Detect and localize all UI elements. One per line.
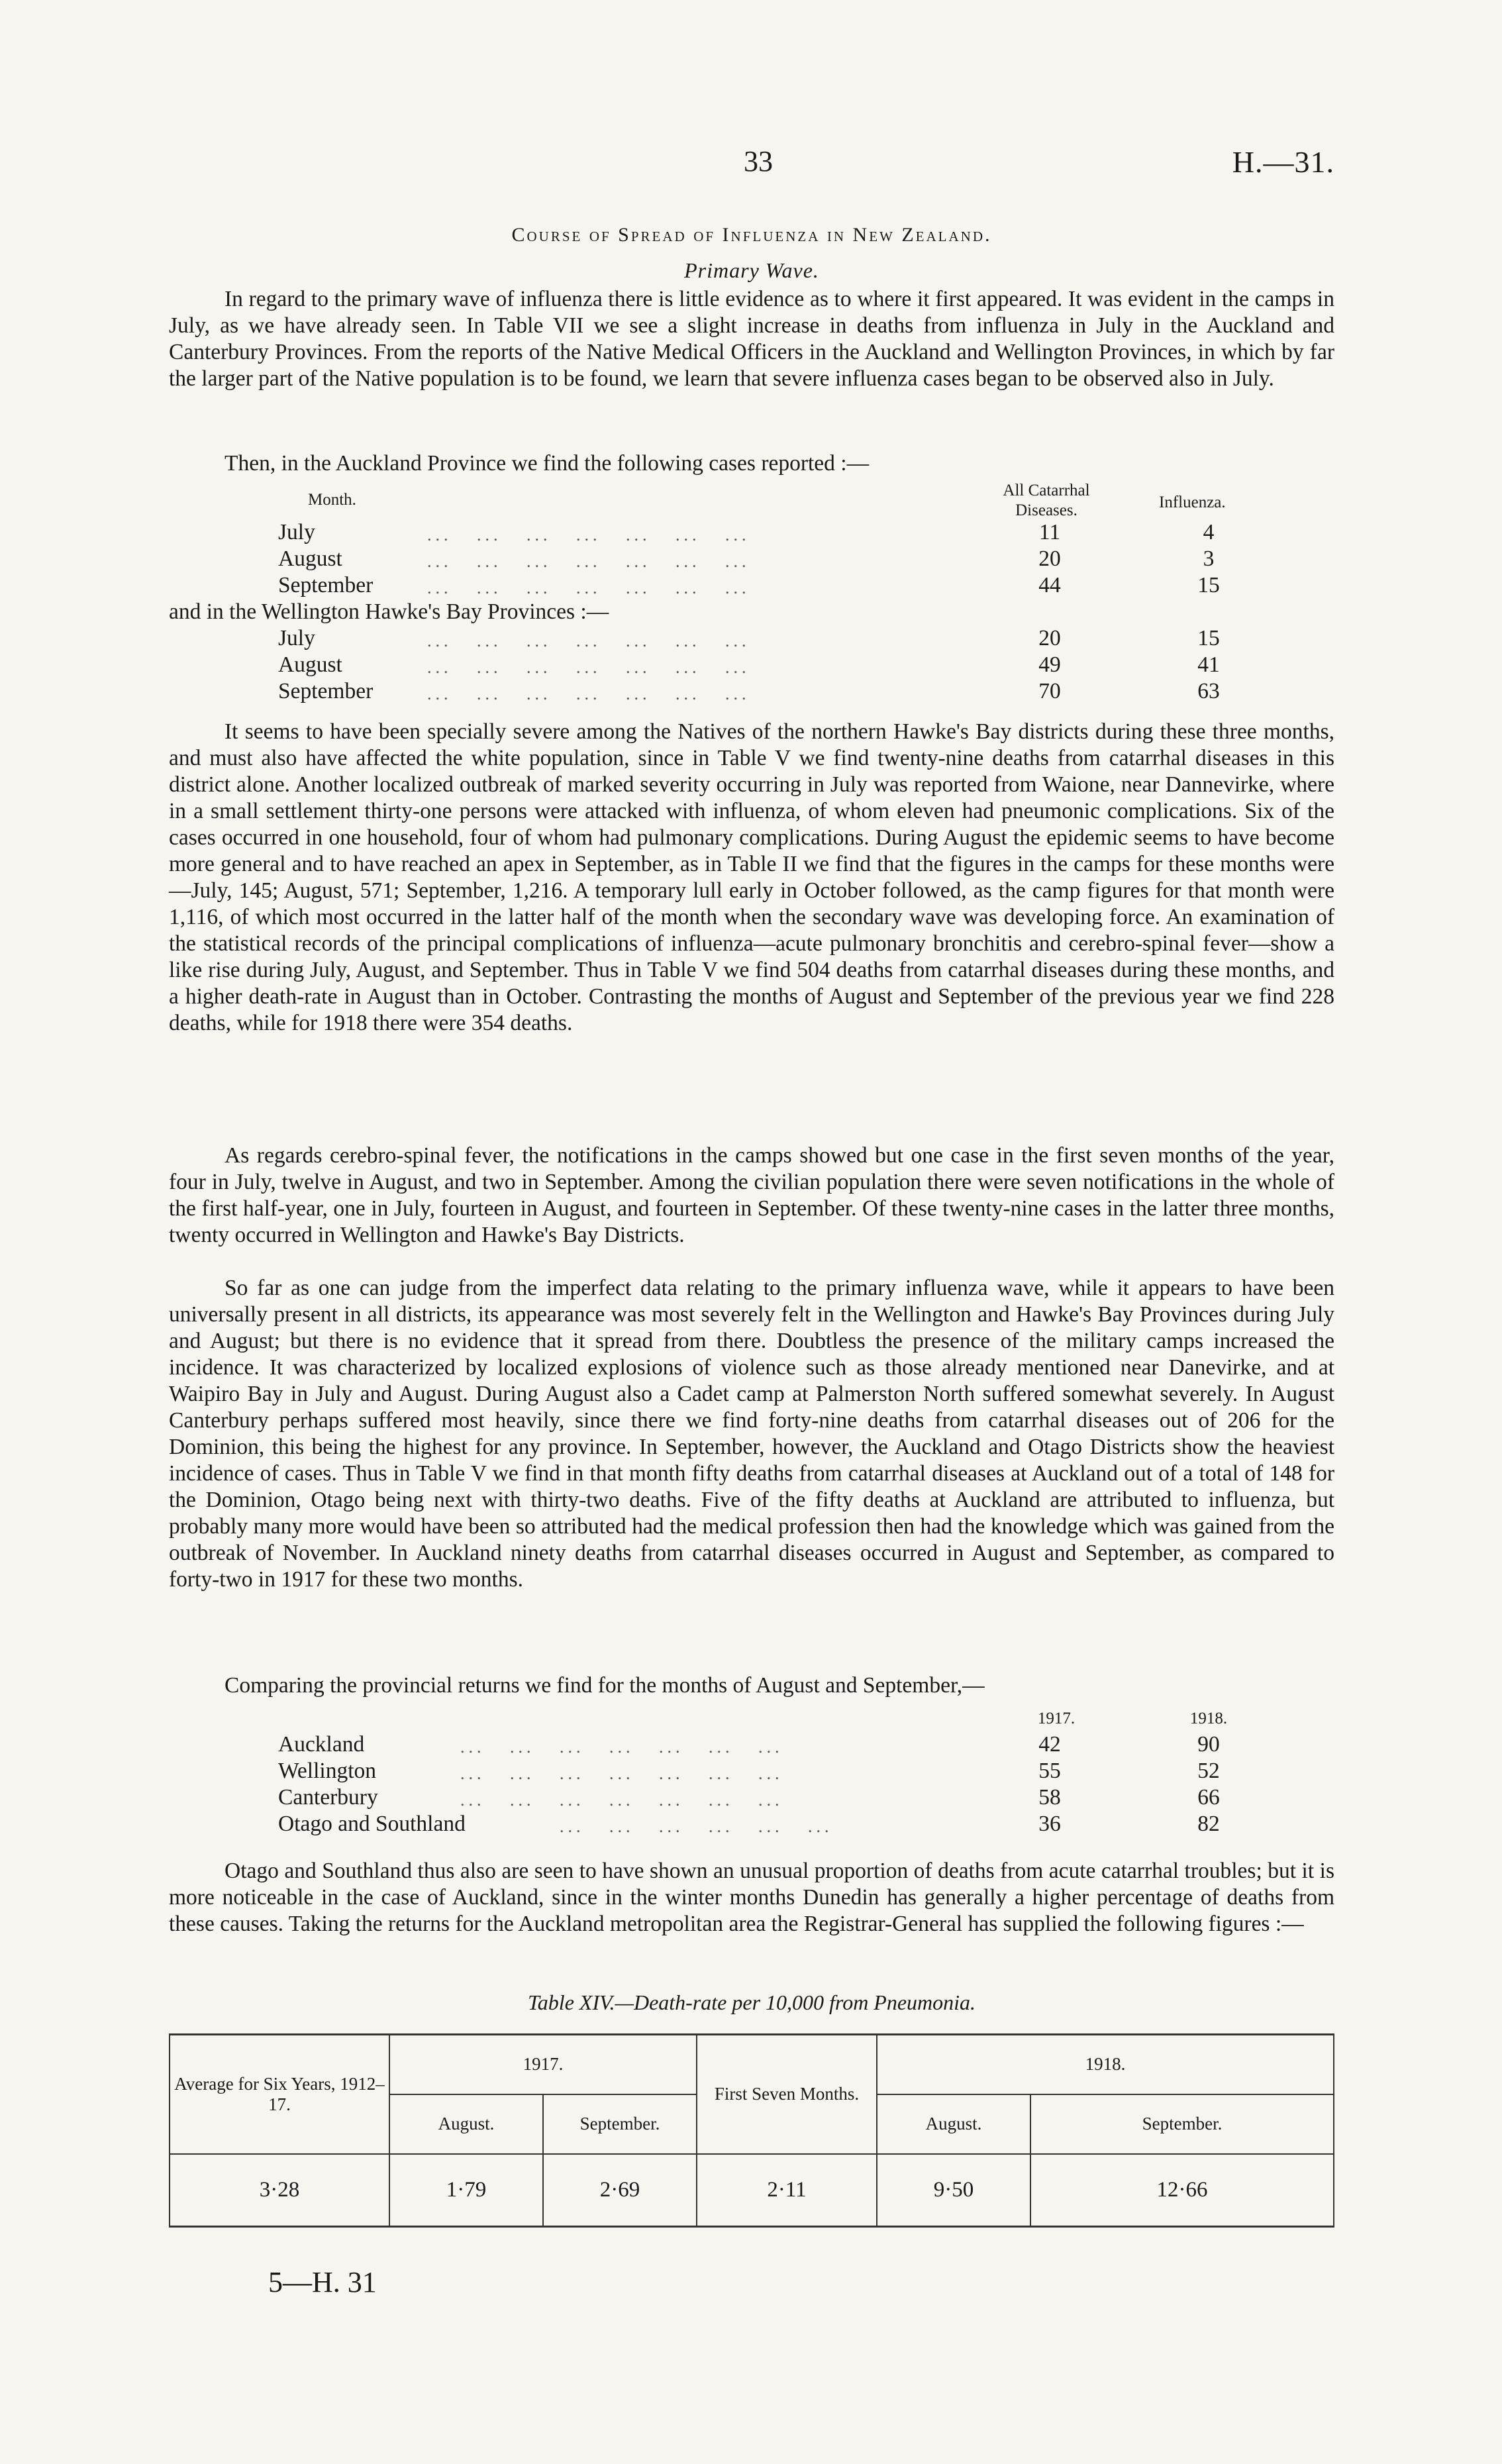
- table-row: September ... ... ... ... ... ... ... 44 15: [278, 573, 1220, 597]
- table-row: Canterbury ... ... ... ... ... ... ... 58 66: [278, 1785, 1220, 1810]
- table-xiv-caption: Table XIV.—Death-rate per 10,000 from Pneumonia.: [527, 1990, 976, 2014]
- paragraph-3: It seems to have been specially severe among the Natives of the northern Hawke's Bay districts during these three months, and must also have affected the white population, since in Table V we find twenty-nine deaths from catarrhal diseases in this district alone. Another localized outbreak of marked severity occurring in July was reported from Waione, near Dannevirke, where in a small settlement thirty-one persons were attacked with influenza, of whom eleven had pneumonic complications. Six of the cases occurred in one household, four of whom had pulmonary complications. During August the epidemic seems to have become more general and to have reached an apex in September, as in Table II we find that the figures in the camps for these months were—July, 145; August, 571; September, 1,216. A temporary lull early in October followed, as the camp figures for that month were 1,116, of which most occurred in the latter half of the month when the secondary wave was developing force. An examination of the statistical records of the principal complications of influenza—acute pulmonary bronchitis and cerebro-spinal fever—show a like rise during July, August, and September. Thus in Table V we find 504 deaths from catarrhal diseases during these months, and a higher death-rate in August than in October. Contrasting the months of August and September of the previous year we find 228 deaths, while for 1918 there were 354 deaths.: [169, 719, 1334, 1035]
- table-row: Auckland ... ... ... ... ... ... ... 42 90: [278, 1732, 1220, 1757]
- value-average: 3·28: [170, 2154, 389, 2227]
- col-catarrhal-header: All Catarrhal Diseases.: [1003, 482, 1090, 519]
- value-first-seven-1918: 2·11: [697, 2154, 877, 2227]
- col-first-seven-header: First Seven Months.: [697, 2035, 877, 2154]
- col-1918-header: 1918.: [1189, 1710, 1228, 1727]
- table-row: July ... ... ... ... ... ... ... 11 4: [278, 520, 1215, 544]
- footer-signature: 5—H. 31: [268, 2266, 377, 2298]
- wellington-subheading: and in the Wellington Hawke's Bay Provinces :—: [169, 599, 609, 624]
- value-aug-1917: 1·79: [389, 2154, 543, 2227]
- paragraph-5: So far as one can judge from the imperfect data relating to the primary influenza wave, while it appears to have been universally present in all districts, its appearance was most severely felt in the Wellington and Hawke's Bay Provinces during July and August; but there is no evidence that it spread from there. Doubtless the presence of the military camps increased the incidence. It was characterized by localized explosions of violence such as those already mentioned near Danevirke, and at Waipiro Bay in July and August. During August also a Cadet camp at Palmerston North suffered somewhat severely. In August Canterbury perhaps suffered most heavily, since there we find forty-nine deaths from catarrhal diseases out of 206 for the Dominion, this being the highest for any province. In September, however, the Auckland and Otago Districts show the heaviest incidence of cases. Thus in Table V we find in that month fifty deaths from catarrhal diseases at Auckland out of a total of 148 for the Dominion, Otago being next with thirty-two deaths. Five of the fifty deaths at Auckland are attributed to influenza, but probably many more would have been so attributed had the medical profession then had the knowledge which was gained from the outbreak of November. In Auckland ninety deaths from catarrhal diseases occurred in August and September, as compared to forty-two in 1917 for these two months.: [169, 1276, 1334, 1592]
- section-title: Course of Spread of Influenza in New Zealand.: [511, 224, 992, 246]
- value-aug-1918: 9·50: [877, 2154, 1030, 2227]
- paragraph-6: Comparing the provincial returns we find for the months of August and September,—: [225, 1673, 985, 1698]
- value-sep-1917: 2·69: [543, 2154, 697, 2227]
- col-month-header: Month.: [308, 491, 356, 509]
- col-august-1917-header: August.: [389, 2094, 543, 2154]
- group-1917-header: 1917.: [389, 2035, 697, 2094]
- paragraph-1: In regard to the primary wave of influenza there is little evidence as to where it first appeared. It was evident in the camps in July, as we have already seen. In Table VII we see a slight increase in deaths from influenza in July in the Auckland and Canterbury Provinces. From the reports of the Native Medical Officers in the Auckland and Wellington Provinces, in which by far the larger part of the Native population is to be found, we learn that severe influenza cases began to be observed also in July.: [169, 287, 1334, 391]
- table-row: Wellington ... ... ... ... ... ... ... 55 52: [278, 1759, 1220, 1783]
- table-row: Otago and Southland ... ... ... ... ... ... 36 82: [278, 1812, 1220, 1836]
- col-average-header: Average for Six Years, 1912–17.: [170, 2035, 389, 2154]
- col-influenza-header: Influenza.: [1159, 493, 1226, 511]
- col-1917-header: 1917.: [1037, 1710, 1076, 1727]
- paragraph-7: Otago and Southland thus also are seen to have shown an unusual proportion of deaths from acute catarrhal troubles; but it is more noticeable in the case of Auckland, since in the winter months Dunedin has generally a higher percentage of deaths from these causes. Taking the returns for the Auckland metropolitan area the Registrar-General has supplied the following figures :—: [169, 1859, 1334, 1936]
- group-1918-header: 1918.: [877, 2035, 1334, 2094]
- document-page: [169, 0, 1334, 2464]
- section-subtitle: Primary Wave.: [684, 258, 819, 282]
- table-row: September ... ... ... ... ... ... ... 70 63: [278, 679, 1220, 703]
- paragraph-2: Then, in the Auckland Province we find the following cases reported :—: [225, 451, 870, 476]
- page-number: 33: [744, 145, 773, 178]
- paragraph-4: As regards cerebro-spinal fever, the notifications in the camps showed but one case in the first seven months of the year, four in July, twelve in August, and two in September. Among the civilian population there were seven notifications in the whole of the first half-year, one in July, fourteen in August, and fourteen in September. Of these twenty-nine cases in the latter three months, twenty occurred in Wellington and Hawke's Bay Districts.: [169, 1143, 1334, 1247]
- table-row: August ... ... ... ... ... ... ... 20 3: [278, 546, 1215, 571]
- col-september-1917-header: September.: [543, 2094, 697, 2154]
- table-row: August ... ... ... ... ... ... ... 49 41: [278, 652, 1220, 677]
- table-xiv: [169, 2033, 1334, 2228]
- value-sep-1918: 12·66: [1030, 2154, 1334, 2227]
- col-september-1918-header: September.: [1030, 2094, 1334, 2154]
- table-row: July ... ... ... ... ... ... ... 20 15: [278, 626, 1220, 650]
- document-reference: H.—31.: [1232, 145, 1334, 179]
- col-august-1918-header: August.: [877, 2094, 1030, 2154]
